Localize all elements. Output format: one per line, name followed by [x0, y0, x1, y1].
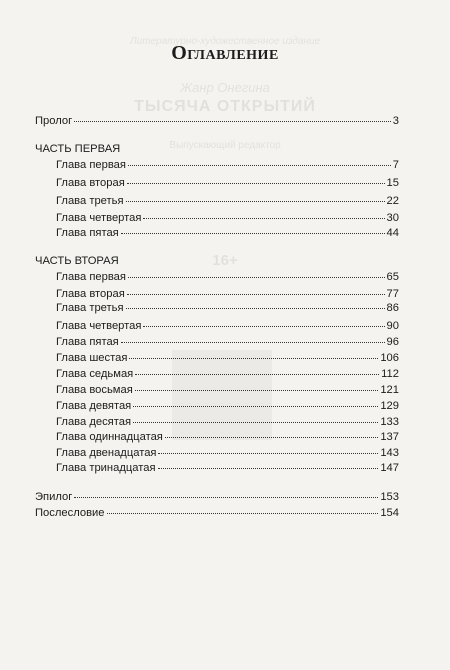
bleed-through-text: Литературно-художественное издание: [129, 36, 321, 47]
toc-entry[interactable]: [56, 429, 399, 445]
bleed-through-text: Жанр Онегина: [180, 80, 270, 95]
toc-entry-label: Глава одиннадцатая: [56, 431, 163, 443]
toc-entry[interactable]: [56, 300, 399, 316]
toc-entry[interactable]: [56, 157, 399, 173]
toc-page-number: 106: [380, 352, 399, 364]
toc-page-number: 154: [380, 507, 399, 519]
toc-page-number: 121: [380, 384, 399, 396]
dot-leader: [74, 121, 391, 122]
toc-page-number: 77: [386, 288, 399, 300]
toc-page-number: 90: [386, 320, 399, 332]
toc-entry[interactable]: [56, 398, 399, 414]
toc-page-number: 153: [380, 491, 399, 503]
part-heading: ЧАСТЬ ПЕРВАЯ: [35, 143, 121, 155]
dot-leader: [158, 468, 379, 469]
toc-entry-label: Глава восьмая: [56, 384, 133, 396]
toc-entry-label: Эпилог: [35, 491, 73, 503]
toc-page-number: 15: [386, 177, 399, 189]
toc-entry-label: Глава десятая: [56, 416, 132, 428]
dot-leader: [128, 277, 385, 278]
toc-entry[interactable]: [56, 269, 399, 285]
toc-entry-label: Глава четвертая: [56, 212, 142, 224]
toc-entry-label: Глава тринадцатая: [56, 462, 156, 474]
toc-page-number: 30: [386, 212, 399, 224]
toc-page-number: 137: [380, 431, 399, 443]
toc-entry-prolog[interactable]: [35, 113, 399, 129]
toc-page-number: 22: [386, 195, 399, 207]
dot-leader: [126, 201, 385, 202]
toc-entry[interactable]: [56, 414, 399, 430]
toc-entry-label: Глава девятая: [56, 400, 132, 412]
toc-entry-epilog[interactable]: [35, 489, 399, 505]
toc-entry-label: Пролог: [35, 115, 73, 127]
toc-entry[interactable]: [56, 334, 399, 350]
bleed-through-text: Выпускающий редактор: [169, 140, 281, 151]
dot-leader: [143, 326, 384, 327]
toc-entry[interactable]: [56, 210, 399, 226]
toc-entry[interactable]: [56, 225, 399, 241]
toc-entry-label: Глава четвертая: [56, 320, 142, 332]
toc-entry[interactable]: [56, 175, 399, 191]
toc-page-number: 133: [380, 416, 399, 428]
toc-page-number: 65: [386, 271, 399, 283]
dot-leader: [129, 358, 378, 359]
toc-entry[interactable]: [56, 460, 399, 476]
toc-entry-label: Глава двенадцатая: [56, 447, 157, 459]
dot-leader: [133, 422, 378, 423]
dot-leader: [121, 233, 385, 234]
toc-entry-afterword[interactable]: [35, 505, 399, 521]
dot-leader: [165, 437, 378, 438]
dot-leader: [135, 374, 379, 375]
dot-leader: [127, 294, 385, 295]
dot-leader: [74, 497, 378, 498]
toc-entry-label: Послесловие: [35, 507, 105, 519]
dot-leader: [133, 406, 378, 407]
dot-leader: [135, 390, 379, 391]
page-title: Оглавление: [171, 42, 279, 64]
bleed-through-text: ТЫСЯЧА ОТКРЫТИЙ: [134, 98, 316, 115]
dot-leader: [121, 342, 385, 343]
toc-page-number: 7: [392, 159, 399, 171]
toc-page-number: 96: [386, 336, 399, 348]
toc-entry[interactable]: [56, 193, 399, 209]
toc-entry[interactable]: [56, 350, 399, 366]
toc-page-number: 129: [380, 400, 399, 412]
toc-entry-label: Глава седьмая: [56, 368, 134, 380]
toc-entry[interactable]: [56, 445, 399, 461]
toc-entry[interactable]: [56, 366, 399, 382]
toc-entry-label: Глава первая: [56, 271, 126, 283]
toc-entry[interactable]: [56, 318, 399, 334]
toc-page-number: 86: [386, 302, 399, 314]
toc-entry-label: Глава третья: [56, 195, 124, 207]
dot-leader: [127, 183, 385, 184]
toc-entry-label: Глава первая: [56, 159, 126, 171]
dot-leader: [128, 165, 391, 166]
dot-leader: [158, 453, 378, 454]
toc-page-number: 3: [392, 115, 399, 127]
toc-entry-label: Глава третья: [56, 302, 124, 314]
toc-page-number: 147: [380, 462, 399, 474]
toc-page-number: 112: [381, 368, 399, 380]
dot-leader: [143, 218, 384, 219]
toc-page-number: 143: [380, 447, 399, 459]
bleed-through-text: 16+: [212, 252, 238, 269]
toc-page-number: 44: [386, 227, 399, 239]
toc-entry-label: Глава шестая: [56, 352, 128, 364]
toc-entry-label: Глава вторая: [56, 177, 125, 189]
toc-entry-label: Глава вторая: [56, 288, 125, 300]
toc-entry[interactable]: [56, 382, 399, 398]
dot-leader: [107, 513, 379, 514]
toc-entry-label: Глава пятая: [56, 227, 119, 239]
part-heading: ЧАСТЬ ВТОРАЯ: [35, 255, 119, 267]
dot-leader: [126, 308, 385, 309]
toc-entry-label: Глава пятая: [56, 336, 119, 348]
